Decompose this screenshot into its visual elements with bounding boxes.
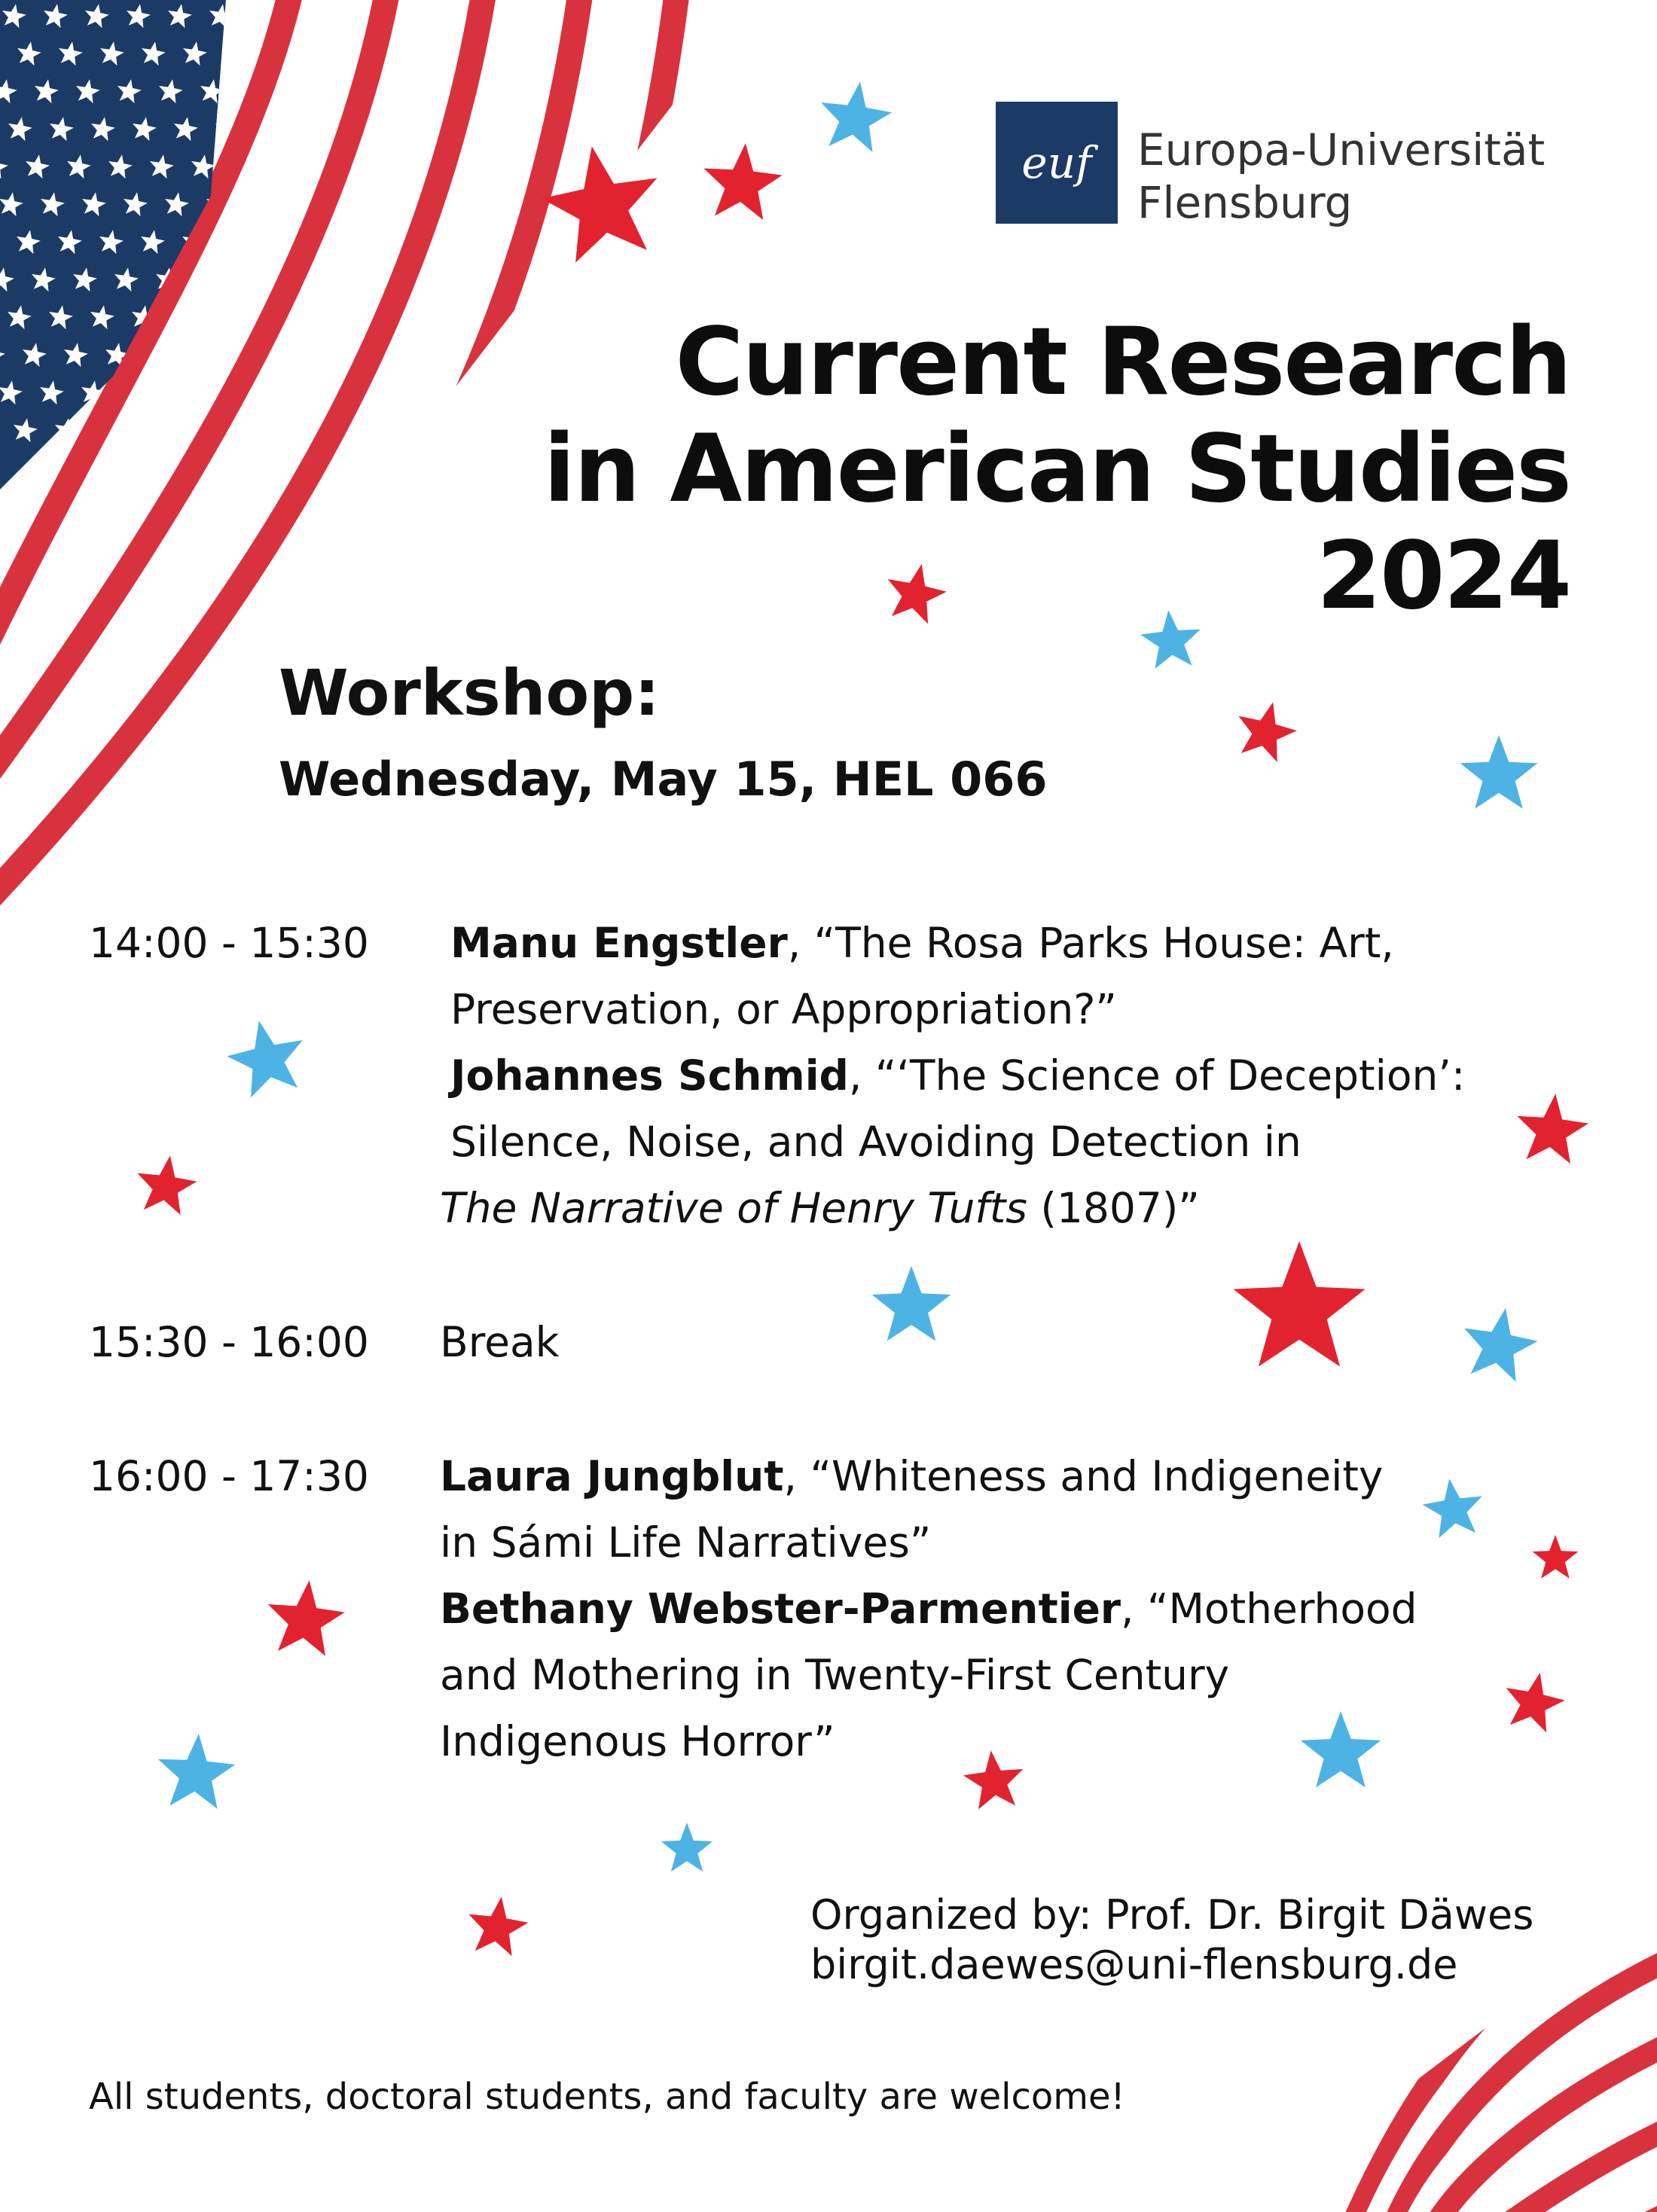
star-icon xyxy=(703,143,782,220)
star-icon xyxy=(268,1580,345,1656)
organizer-block xyxy=(810,1890,1533,1990)
welcome-note: All students, doctoral students, and faculty are welcome! xyxy=(89,2076,1125,2118)
talk-1-title-start: , “The Rosa Parks House: Art, xyxy=(787,919,1394,967)
star-icon xyxy=(1460,735,1538,809)
university-name-line1: Europa-Universität xyxy=(1137,124,1546,175)
schedule-time-1: 14:00 - 15:30 xyxy=(89,919,369,967)
star-icon xyxy=(1234,1241,1366,1366)
talk-4-line-1 xyxy=(440,1576,1417,1642)
talk-2-line-3 xyxy=(440,1175,1200,1241)
talk-2-title-start: , “‘The Science of Deception’: xyxy=(848,1051,1466,1100)
star-icon xyxy=(158,1734,236,1809)
talk-4-line-3: Indigenous Horror” xyxy=(440,1717,835,1765)
star-icon xyxy=(227,1021,303,1097)
star-icon xyxy=(1533,1535,1579,1579)
star-icon xyxy=(821,82,892,153)
talk-4-line-2: and Mothering in Twenty-First Century xyxy=(440,1651,1230,1699)
talk-3-line-2: in Sámi Life Narratives” xyxy=(440,1518,932,1567)
university-name-line2: Flensburg xyxy=(1137,177,1353,228)
talk-1-line-1 xyxy=(450,910,1394,976)
star-icon xyxy=(1423,1478,1482,1538)
talk-2-speaker: Johannes Schmid xyxy=(450,1051,849,1100)
canton-star-icon xyxy=(173,305,197,329)
star-icon xyxy=(963,1750,1024,1809)
talk-4-speaker: Bethany Webster-Parmentier xyxy=(440,1585,1121,1633)
star-icon xyxy=(1301,1711,1381,1787)
talk-1-speaker: Manu Engstler xyxy=(450,919,788,967)
talk-3-speaker: Laura Jungblut xyxy=(440,1452,784,1500)
title-line-1: Current Research xyxy=(675,308,1570,416)
poster-title xyxy=(543,309,1570,630)
star-icon xyxy=(661,1823,713,1872)
organizer-name: Organized by: Prof. Dr. Birgit Däwes xyxy=(810,1891,1534,1939)
talk-2-line-2: Silence, Noise, and Avoiding Detection in xyxy=(450,1118,1301,1166)
star-icon xyxy=(1506,1673,1565,1733)
schedule-time-2: 15:30 - 16:00 xyxy=(89,1318,369,1366)
title-line-2: in American Studies xyxy=(543,415,1570,523)
star-icon xyxy=(1464,1308,1537,1382)
workshop-heading: Workshop: xyxy=(279,656,660,730)
talk-2-line-1 xyxy=(450,1042,1465,1109)
title-line-3: 2024 xyxy=(1316,522,1570,630)
logo-monogram: euf xyxy=(1021,137,1092,188)
talk-3-title-start: , “Whiteness and Indigeneity xyxy=(783,1452,1384,1500)
talk-1-line-2: Preservation, or Appropriation?” xyxy=(450,985,1117,1033)
workshop-date xyxy=(279,746,1048,813)
workshop-day: Wednesday xyxy=(279,752,577,807)
star-icon xyxy=(1238,702,1297,762)
university-logo-mark xyxy=(996,102,1118,224)
schedule-time-3: 16:00 - 17:30 xyxy=(89,1452,369,1500)
talk-2-title-end: (1807)” xyxy=(1027,1184,1200,1232)
star-icon xyxy=(1517,1094,1588,1164)
talk-4-title-start: , “Motherhood xyxy=(1121,1585,1417,1633)
organizer-email[interactable]: birgit.daewes@uni-flensburg.de xyxy=(810,1941,1458,1988)
workshop-date-location: , May 15, HEL 066 xyxy=(576,752,1048,807)
break-label: Break xyxy=(440,1318,560,1366)
star-icon xyxy=(872,1266,951,1341)
star-icon xyxy=(137,1155,197,1215)
talk-2-book-title: The Narrative of Henry Tufts xyxy=(440,1184,1027,1232)
talk-3-line-1 xyxy=(440,1443,1383,1509)
star-icon xyxy=(468,1896,528,1956)
